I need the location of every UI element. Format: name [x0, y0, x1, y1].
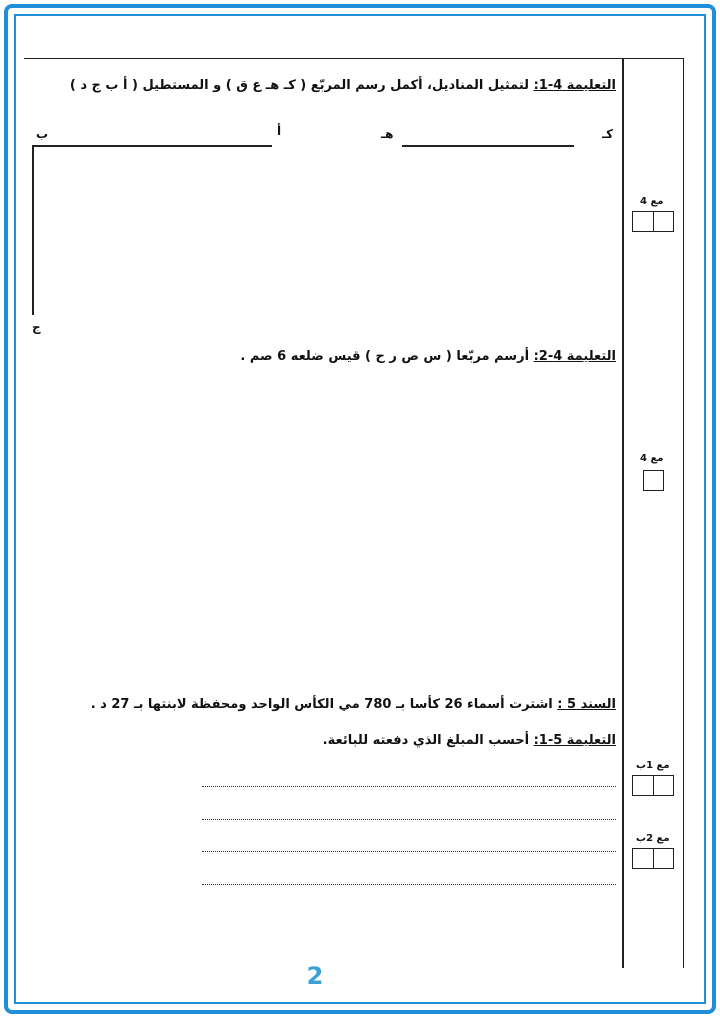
task-5-1-text: أحسب المبلغ الذي دفعته للبائعة.	[322, 733, 534, 748]
page-number: 2	[306, 962, 324, 990]
mark-box-3[interactable]	[632, 775, 674, 796]
answer-line-2[interactable]	[202, 819, 616, 820]
document-5-text: اشترت أسماء 26 كأسا بـ 780 مي الكأس الواحد ومحفظة لابنتها بـ 27 د .	[90, 697, 558, 712]
answer-line-3[interactable]	[202, 851, 616, 852]
answer-line-1[interactable]	[202, 786, 616, 787]
task-4-2-text: أرسم مربّعا ( س ص ر ح ) قيس ضلعه 6 صم .	[240, 349, 534, 364]
point-j-label: ج	[32, 320, 41, 334]
mark-label-1: مع 4	[640, 196, 664, 207]
point-k-label: كـ	[602, 127, 614, 141]
document-5	[91, 697, 616, 712]
square-top-side	[402, 145, 574, 147]
answer-line-4[interactable]	[202, 884, 616, 885]
mark-box-1[interactable]	[632, 211, 674, 232]
mark-box-2[interactable]	[643, 470, 664, 491]
mark-box-4[interactable]	[632, 848, 674, 869]
task-4-1	[70, 78, 616, 93]
mark-label-3: مع 1ب	[636, 760, 670, 771]
content-area	[24, 58, 684, 968]
task-4-1-text: لتمثيل المناديل، أكمل رسم المربّع ( كـ هـ ع ق ) و المستطيل ( أ ب ج د )	[69, 78, 534, 93]
rectangle-top-side	[32, 145, 272, 147]
point-h-label: هـ	[381, 127, 394, 141]
rectangle-left-side	[32, 145, 34, 315]
task-5-1	[323, 733, 616, 748]
score-column-divider	[622, 58, 624, 968]
mark-label-2: مع 4	[640, 453, 664, 464]
task-4-2	[240, 349, 616, 364]
task-5-1-label: التعليمة 5-1:	[533, 733, 616, 748]
mark-label-4: مع 2ب	[636, 833, 670, 844]
task-4-2-label: التعليمة 4-2:	[533, 349, 616, 364]
task-4-1-label: التعليمة 4-1:	[533, 78, 616, 93]
document-5-label: السند 5 :	[557, 697, 616, 712]
point-a-label: أ	[277, 124, 282, 138]
point-b-label: ب	[36, 127, 49, 141]
